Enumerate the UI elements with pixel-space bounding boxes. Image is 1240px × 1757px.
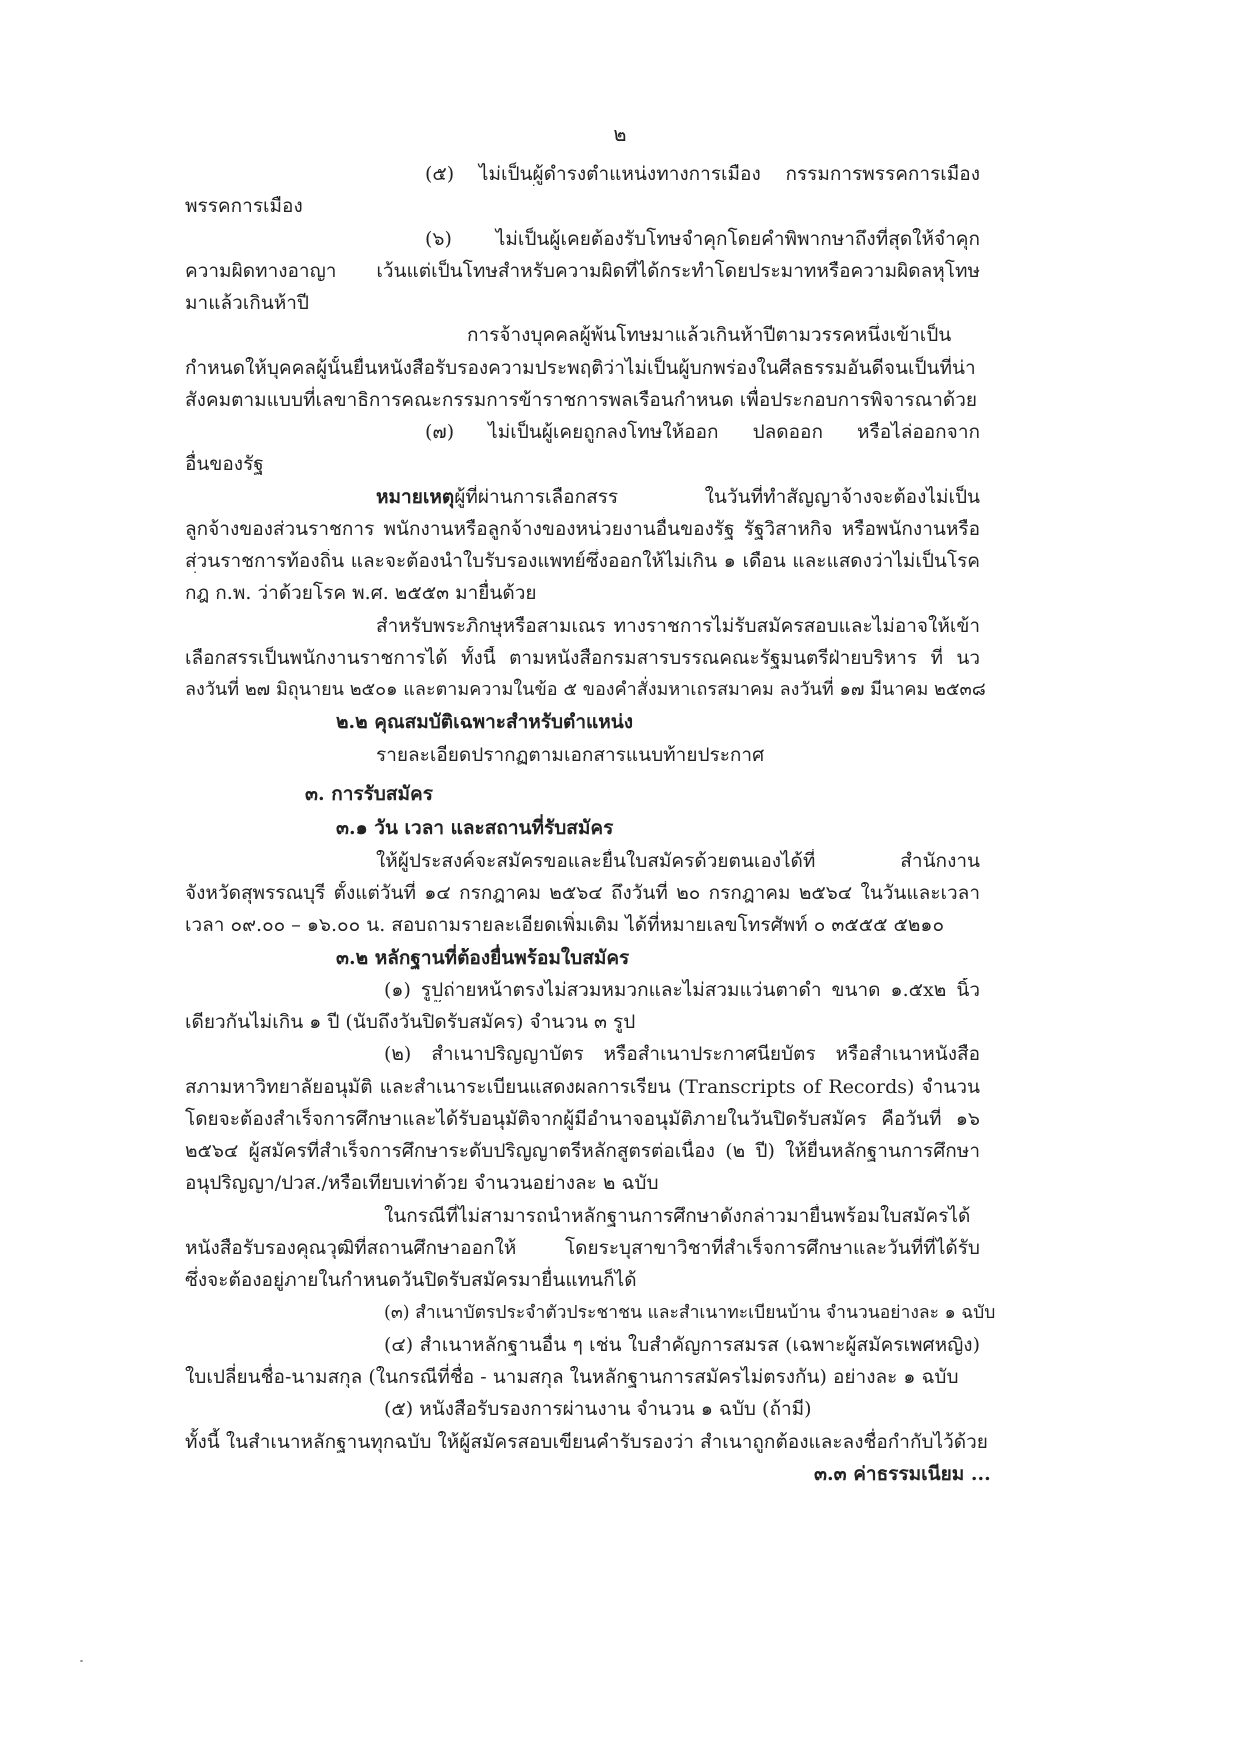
- doc-item-1-line-2: เดียวกันไม่เกิน ๑ ปี (นับถึงวันปิดรับสมัคร) จำนวน ๓ รูป: [185, 1011, 636, 1033]
- released-note-line-1: การจ้างบุคคลผู้พ้นโทษมาแล้วเกินห้าปีตามวรรคหนึ่งเข้าเป็น: [467, 324, 952, 346]
- doc-item-2-line-1: (๒) สำเนาปริญญาบัตร หรือสำเนาประกาศนียบัตร หรือสำเนาหนังสือ: [384, 1043, 980, 1065]
- remark-line-1-text: ผู้ที่ผ่านการเลือกสรร ในวันที่ทำสัญญาจ้างจะต้องไม่เป็น: [454, 486, 980, 508]
- page-number: ๒: [613, 122, 627, 146]
- monks-line-3: ลงวันที่ ๒๗ มิถุนายน ๒๕๐๑ และตามความในข้อ ๕ ของคำสั่งมหาเถรสมาคม ลงวันที่ ๑๗ มีนาคม ๒๕๓๘: [185, 679, 986, 700]
- doc-item-2-note-line-3: ซึ่งจะต้องอยู่ภายในกำหนดวันปิดรับสมัครมายื่นแทนก็ได้: [185, 1269, 637, 1291]
- monks-line-2: เลือกสรรเป็นพนักงานราชการได้ ทั้งนี้ ตามหนังสือกรมสารบรรณคณะรัฐมนตรีฝ่ายบริหาร ที่ นว: [185, 647, 980, 669]
- doc-item-2-line-2: สภามหาวิทยาลัยอนุมัติ และสำเนาระเบียนแสดงผลการเรียน (Transcripts of Records) จำนวน: [185, 1076, 980, 1098]
- released-note-line-3: สังคมตามแบบที่เลขาธิการคณะกรรมการข้าราชการพลเรือนกำหนด เพื่อประกอบการพิจารณาด้วย: [185, 389, 978, 411]
- section-2-2-heading: ๒.๒ คุณสมบัติเฉพาะสำหรับตำแหน่ง: [336, 711, 634, 733]
- monks-line-1: สำหรับพระภิกษุหรือสามเณร ทางราชการไม่รับสมัครสอบและไม่อาจให้เข้า: [376, 615, 980, 637]
- section-2-2-text: รายละเอียดปรากฏตามเอกสารแนบท้ายประกาศ: [376, 744, 765, 766]
- item-6-line-3: มาแล้วเกินห้าปี: [185, 292, 309, 314]
- section-3-1-heading: ๓.๑ วัน เวลา และสถานที่รับสมัคร: [336, 817, 614, 839]
- remark-line-1: [376, 485, 980, 509]
- item-7-line-1: (๗) ไม่เป็นผู้เคยถูกลงโทษให้ออก ปลดออก หรือไล่ออกจาก: [425, 421, 980, 443]
- item-5-line-2: พรรคการเมือง: [185, 195, 303, 217]
- remark-label: หมายเหตุ: [376, 486, 455, 508]
- next-page-cue: ๓.๓ ค่าธรรมเนียม ...: [814, 1463, 991, 1485]
- released-note-line-2: กำหนดให้บุคคลผู้นั้นยื่นหนังสือรับรองความประพฤติว่าไม่เป็นผู้บกพร่องในศีลธรรมอันดีจนเป็นที่น่า: [185, 357, 976, 379]
- closing-note: ทั้งนี้ ในสำเนาหลักฐานทุกฉบับ ให้ผู้สมัครสอบเขียนคำรับรองว่า สำเนาถูกต้องและลงชื่อกำกับไว้ด้วย: [185, 1431, 988, 1453]
- doc-item-4-line-1: (๔) สำเนาหลักฐานอื่น ๆ เช่น ใบสำคัญการสมรส (เฉพาะผู้สมัครเพศหญิง): [384, 1334, 980, 1356]
- item-6-line-1: (๖) ไม่เป็นผู้เคยต้องรับโทษจำคุกโดยคำพิพากษาถึงที่สุดให้จำคุก: [425, 228, 980, 250]
- remark-line-2: ลูกจ้างของส่วนราชการ พนักงานหรือลูกจ้างของหน่วยงานอื่นของรัฐ รัฐวิสาหกิจ หรือพนักงานหรือ: [185, 518, 980, 540]
- section-3-heading: ๓. การรับสมัคร: [305, 783, 433, 805]
- doc-item-2-line-5: อนุปริญญา/ปวส./หรือเทียบเท่าด้วย จำนวนอย่างละ ๒ ฉบับ: [185, 1172, 659, 1194]
- doc-item-5: (๕) หนังสือรับรองการผ่านงาน จำนวน ๑ ฉบับ (ถ้ามี): [384, 1398, 812, 1420]
- item-6-line-2: ความผิดทางอาญา เว้นแต่เป็นโทษสำหรับความผิดที่ได้กระทำโดยประมาทหรือความผิดลหุโทษ: [185, 260, 980, 282]
- remark-line-3: ส่วนราชการท้องถิ่น และจะต้องนำใบรับรองแพทย์ซึ่งออกให้ไม่เกิน ๑ เดือน และแสดงว่าไม่เป็นโรค: [185, 550, 980, 572]
- section-3-1-line-1: ให้ผู้ประสงค์จะสมัครขอและยื่นใบสมัครด้วยตนเองได้ที่ สำนักงาน: [376, 850, 980, 872]
- doc-item-2-note-line-1: ในกรณีที่ไม่สามารถนำหลักฐานการศึกษาดังกล่าวมายื่นพร้อมใบสมัครได้: [384, 1205, 971, 1227]
- doc-item-2-line-4: ๒๕๖๔ ผู้สมัครที่สำเร็จการศึกษาระดับปริญญาตรีหลักสูตรต่อเนื่อง (๒ ปี) ให้ยื่นหลักฐานการศึกษา: [185, 1140, 980, 1162]
- section-3-2-heading: ๓.๒ หลักฐานที่ต้องยื่นพร้อมใบสมัคร: [336, 947, 630, 969]
- scan-speck: [80, 1660, 83, 1662]
- item-7-line-2: อื่นของรัฐ: [185, 453, 264, 475]
- section-3-1-line-2: จังหวัดสุพรรณบุรี ตั้งแต่วันที่ ๑๔ กรกฎาคม ๒๕๖๔ ถึงวันที่ ๒๐ กรกฎาคม ๒๕๖๔ ในวันและเวลา: [185, 882, 980, 904]
- item-5-line-1: (๕) ไม่เป็นผู้ดำรงตำแหน่งทางการเมือง กรรมการพรรคการเมือง: [425, 163, 980, 185]
- section-3-1-line-3: เวลา ๐๙.๐๐ – ๑๖.๐๐ น. สอบถามรายละเอียดเพิ่มเติม ได้ที่หมายเลขโทรศัพท์ ๐ ๓๕๕๕ ๕๒๑๐: [185, 914, 945, 936]
- doc-item-4-line-2: ใบเปลี่ยนชื่อ-นามสกุล (ในกรณีที่ชื่อ - นามสกุล ในหลักฐานการสมัครไม่ตรงกัน) อย่างละ ๑ ฉบับ: [185, 1366, 959, 1388]
- doc-item-1-line-1: (๑) รูปถ่ายหน้าตรงไม่สวมหมวกและไม่สวมแว่นตาดำ ขนาด ๑.๕x๒ นิ้ว: [384, 979, 980, 1001]
- remark-line-4: กฎ ก.พ. ว่าด้วยโรค พ.ศ. ๒๕๕๓ มายื่นด้วย: [185, 582, 537, 604]
- doc-item-2-line-3: โดยจะต้องสำเร็จการศึกษาและได้รับอนุมัติจากผู้มีอำนาจอนุมัติภายในวันปิดรับสมัคร คือวันที่ ๑๖: [185, 1108, 980, 1130]
- doc-item-3: (๓) สำเนาบัตรประจำตัวประชาชน และสำเนาทะเบียนบ้าน จำนวนอย่างละ ๑ ฉบับ: [384, 1303, 996, 1323]
- doc-item-2-note-line-2: หนังสือรับรองคุณวุฒิที่สถานศึกษาออกให้ โดยระบุสาขาวิชาที่สำเร็จการศึกษาและวันที่ที่ได้รับ: [185, 1237, 980, 1259]
